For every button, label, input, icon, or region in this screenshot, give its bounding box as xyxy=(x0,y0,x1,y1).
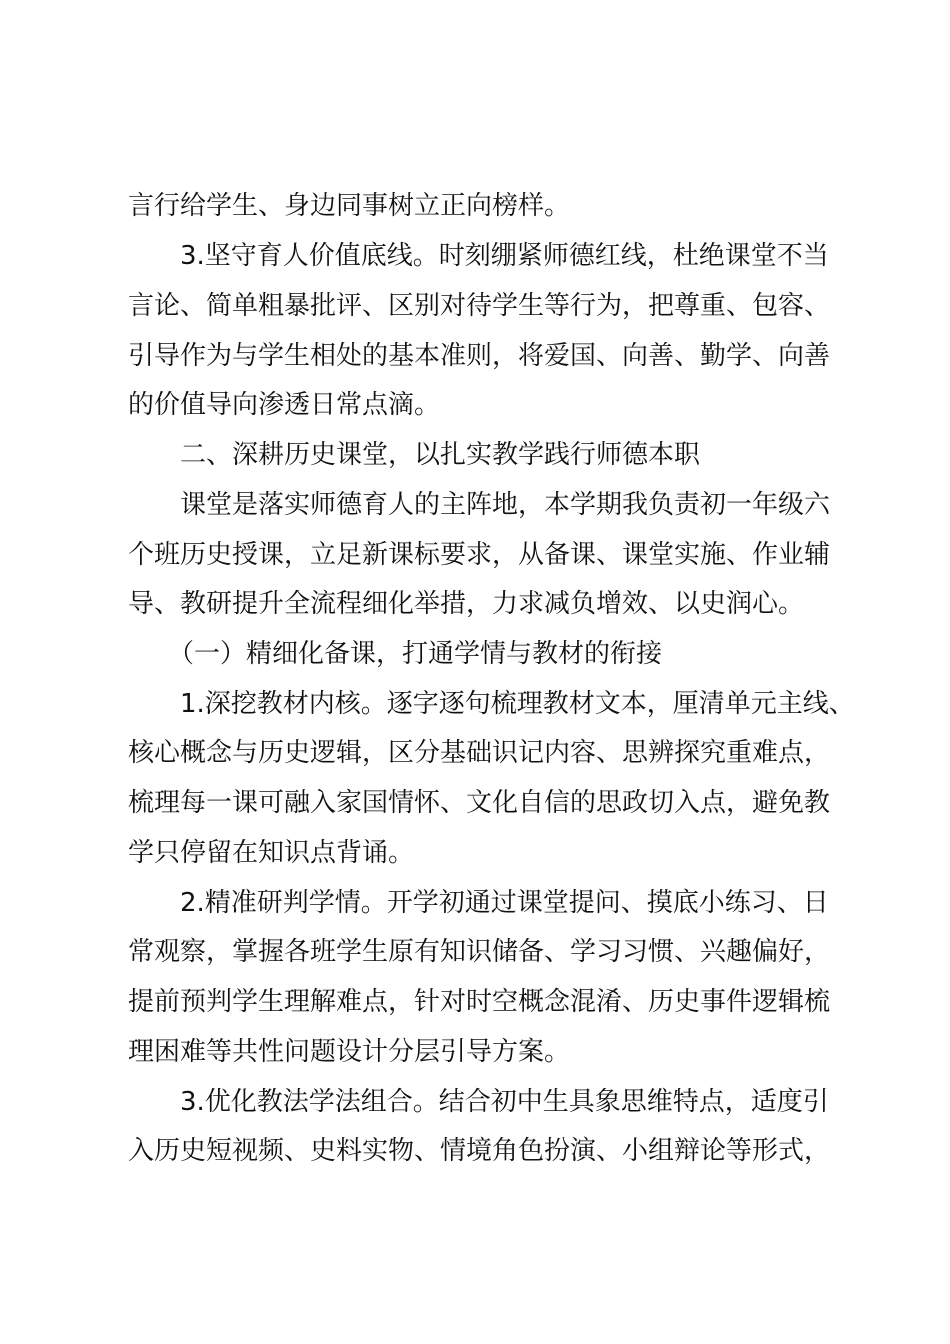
text-line: 引导作为与学生相处的基本准则，将爱国、向善、勤学、向善 xyxy=(128,341,831,371)
text-line: 言行给学生、身边同事树立正向榜样。 xyxy=(128,191,571,221)
text-line: 言论、简单粗暴批评、区别对待学生等行为，把尊重、包容、 xyxy=(128,291,831,321)
text-line: 的价值导向渗透日常点滴。 xyxy=(128,390,441,420)
text-line: 梳理每一课可融入家国情怀、文化自信的思政切入点，避免教 xyxy=(128,788,831,818)
text-line: 3.坚守育人价值底线。时刻绷紧师德红线，杜绝课堂不当 xyxy=(180,241,829,271)
text-line: 1.深挖教材内核。逐字逐句梳理教材文本，厘清单元主线、 xyxy=(180,689,855,719)
section-heading: 二、深耕历史课堂，以扎实教学践行师德本职 xyxy=(180,440,701,470)
text-line: 2.精准研判学情。开学初通过课堂提问、摸底小练习、日 xyxy=(180,888,829,918)
text-line: 导、教研提升全流程细化举措，力求减负增效、以史润心。 xyxy=(128,589,805,619)
text-line: 学只停留在知识点背诵。 xyxy=(128,838,415,868)
text-line: 提前预判学生理解难点，针对时空概念混淆、历史事件逻辑梳 xyxy=(128,987,831,1017)
text-line: 理困难等共性问题设计分层引导方案。 xyxy=(128,1037,571,1067)
subsection-heading: （一）精细化备课，打通学情与教材的衔接 xyxy=(168,639,663,669)
text-line: 常观察，掌握各班学生原有知识储备、学习习惯、兴趣偏好， xyxy=(128,937,831,967)
text-line: 入历史短视频、史料实物、情境角色扮演、小组辩论等形式， xyxy=(128,1136,831,1166)
text-line: 3.优化教法学法组合。结合初中生具象思维特点，适度引 xyxy=(180,1087,829,1117)
text-line: 核心概念与历史逻辑，区分基础识记内容、思辨探究重难点， xyxy=(128,738,831,768)
text-line: 个班历史授课，立足新课标要求，从备课、课堂实施、作业辅 xyxy=(128,540,831,570)
text-line: 课堂是落实师德育人的主阵地，本学期我负责初一年级六 xyxy=(180,490,831,520)
